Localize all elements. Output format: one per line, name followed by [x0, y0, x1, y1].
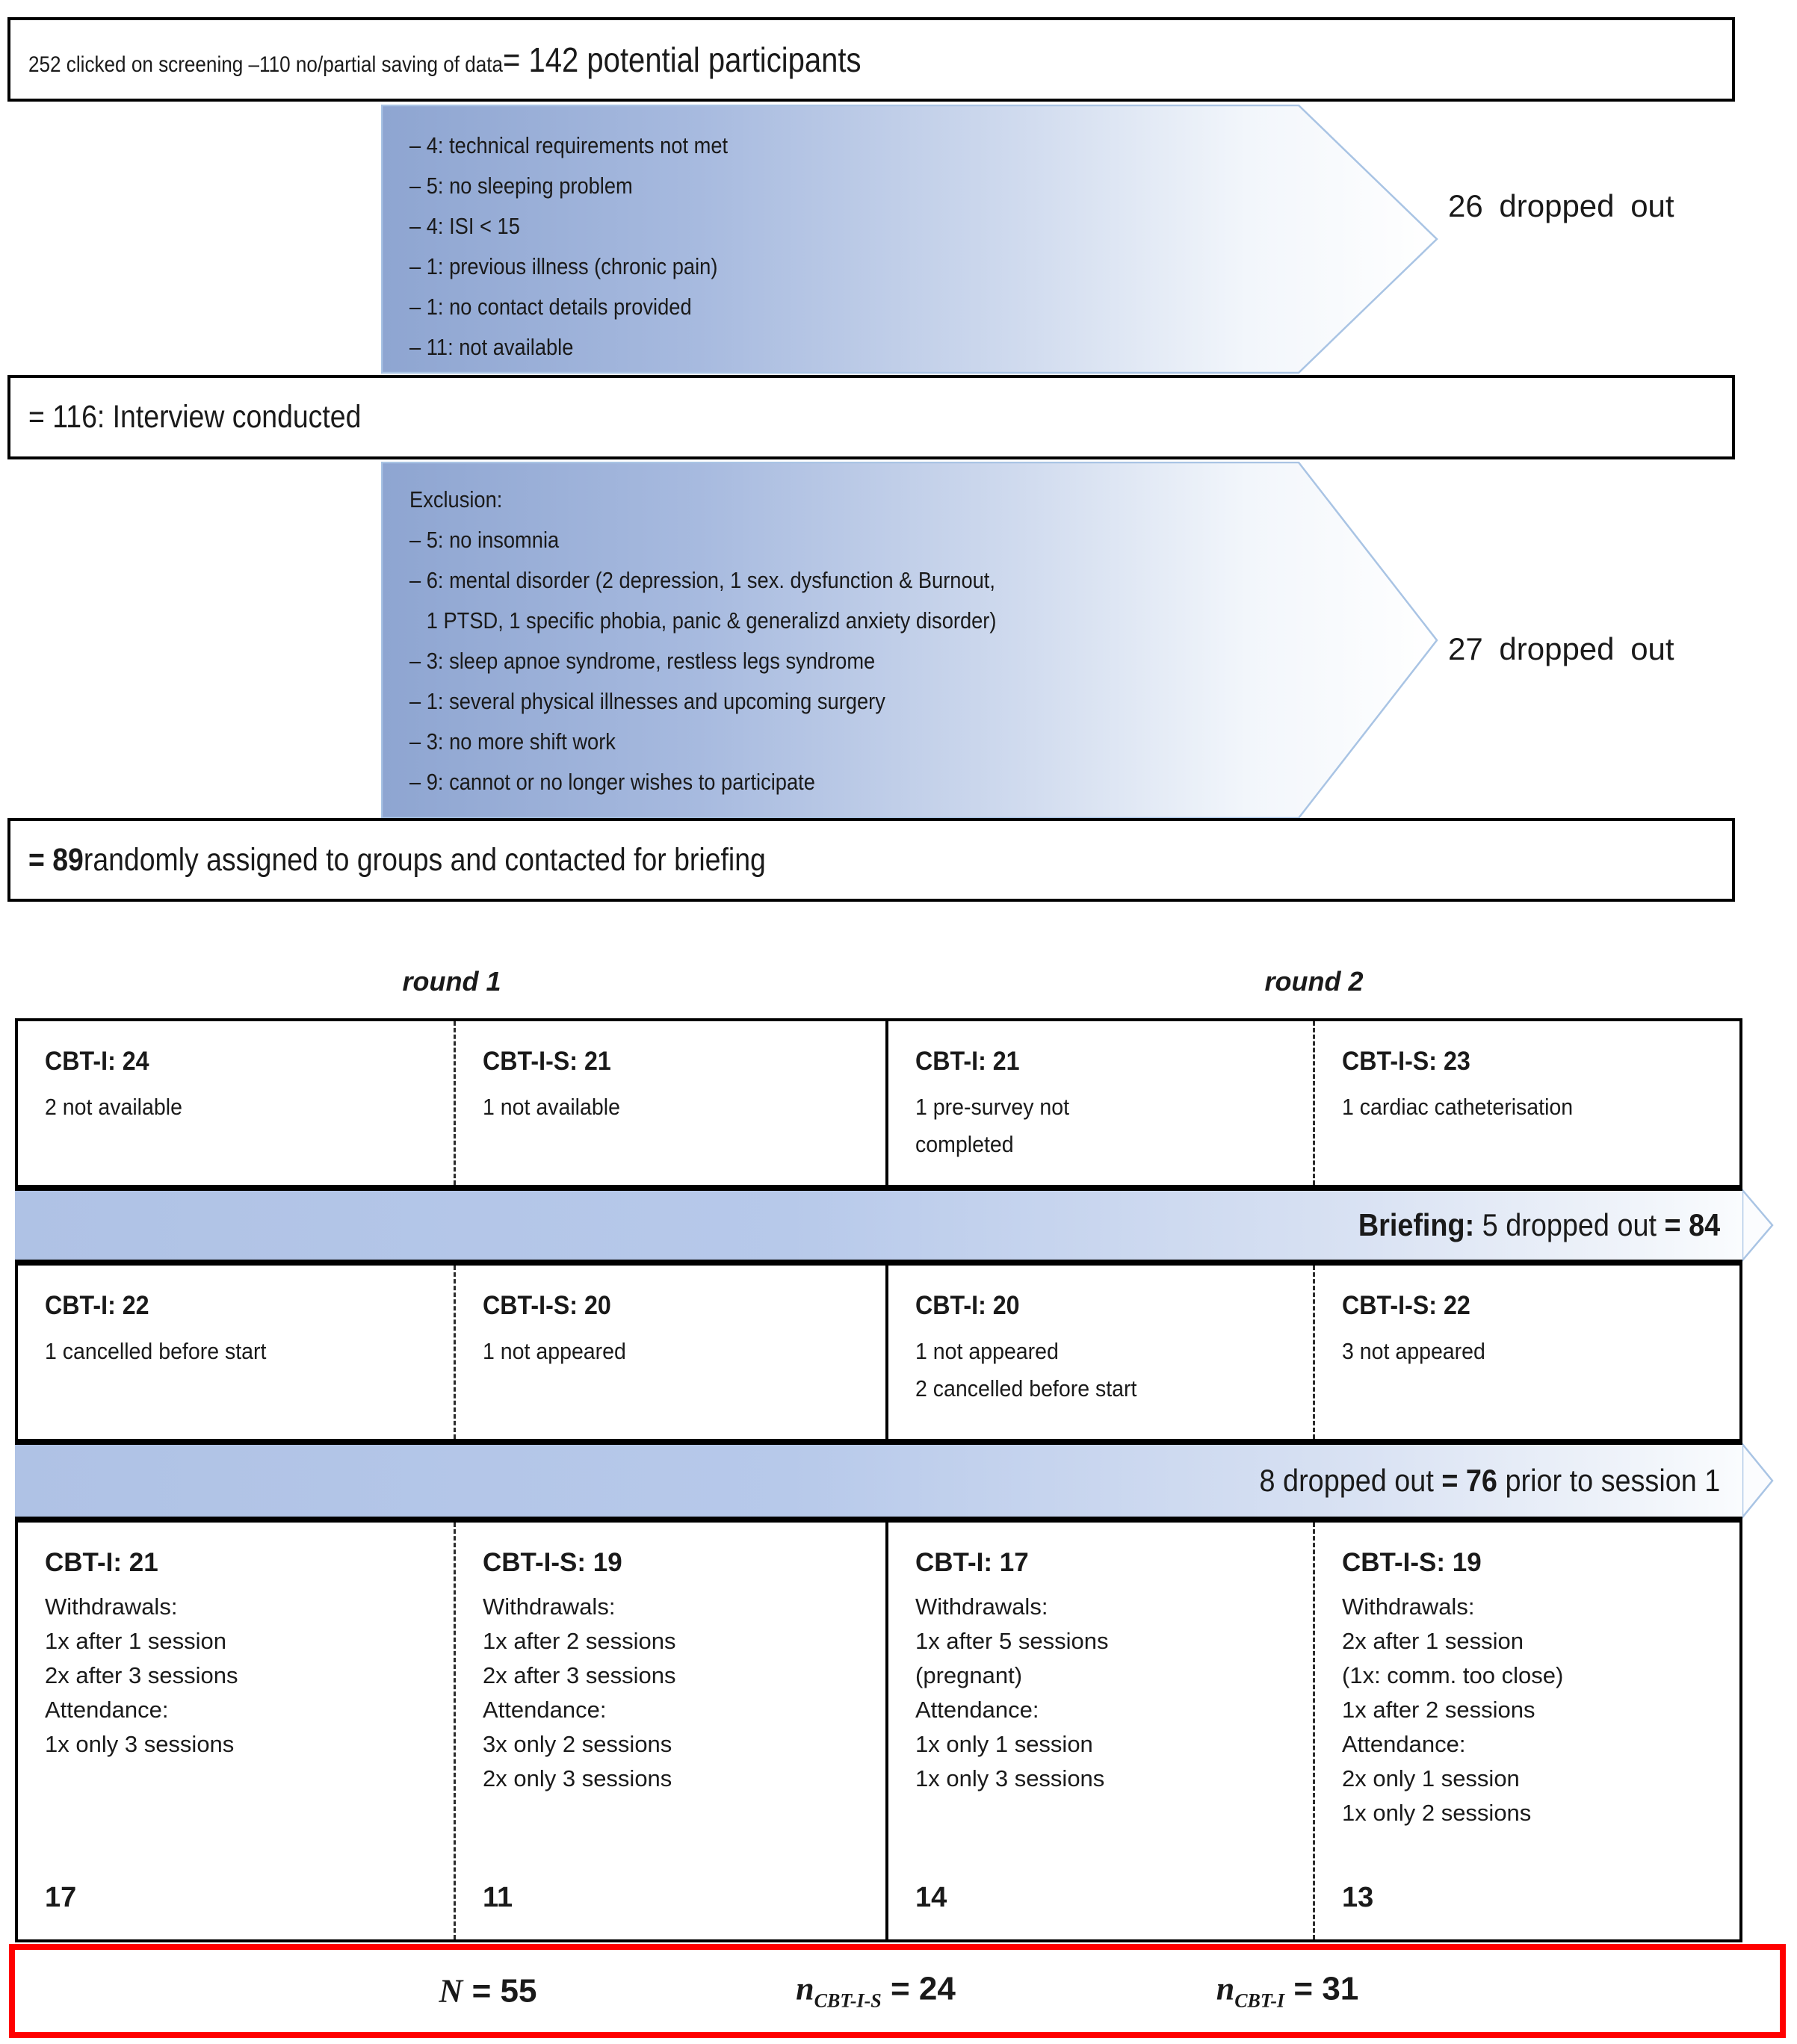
cell-r1-cbt-i-round2 — [885, 1021, 1313, 1185]
cell-notes — [915, 1088, 1305, 1163]
group-size-heading: CBT-I: 22 — [45, 1291, 149, 1320]
cell-notes — [1342, 1088, 1732, 1126]
text-line: 1x after 5 sessions — [915, 1628, 1109, 1654]
text-line: 1x after 2 sessions — [483, 1628, 676, 1654]
text-line: – 3: sleep apnoe syndrome, restless legs syndrome — [409, 648, 876, 674]
withdrawal-attendance-list — [45, 1590, 446, 1762]
text-line: 1 cardiac catheterisation — [1342, 1094, 1574, 1120]
group-size-heading: CBT-I: 17 — [915, 1548, 1029, 1577]
briefing-label: Briefing: — [1358, 1207, 1475, 1242]
cell-notes — [45, 1333, 446, 1370]
n-cbt-i-symbol: $n_{CBT-I}$ — [1216, 1970, 1285, 2012]
withdrawal-attendance-list — [483, 1590, 878, 1796]
completers-count: 13 — [1342, 1882, 1374, 1913]
text-line: Withdrawals: — [915, 1594, 1048, 1620]
cbt-i-s-n-summary — [719, 1970, 1033, 2013]
completers-count: 17 — [45, 1882, 77, 1913]
cell-r1-cbt-i-s-round2 — [1313, 1021, 1739, 1185]
text-line: 1x only 3 sessions — [45, 1731, 235, 1757]
text-line: – 4: ISI < 15 — [409, 213, 520, 239]
text-line: – 1: no contact details provided — [409, 294, 692, 320]
cell-notes — [1342, 1333, 1732, 1370]
text-line: – 5: no sleeping problem — [409, 173, 633, 199]
randomized-box — [7, 818, 1735, 902]
cell-r3-cbt-i-s-round2 — [1313, 1523, 1739, 1939]
session1-dropout-band — [15, 1442, 1742, 1520]
table-row-briefing-allocation — [15, 1018, 1742, 1188]
briefing-dropout-text: 5 dropped out — [1474, 1207, 1665, 1242]
dropout-1-count-label: 26 dropped out — [1448, 188, 1674, 223]
n-total-value: = 55 — [471, 1972, 537, 2010]
text-line: 1 not appeared — [483, 1338, 626, 1364]
session1-remaining-count: = 76 — [1441, 1463, 1497, 1498]
text-line: 1 PTSD, 1 specific phobia, panic & generalizd anxiety disorder) — [409, 607, 997, 634]
n-cbt-i-s-symbol: $n_{CBT-I-S}$ — [796, 1970, 882, 2012]
text-line: 3 not appeared — [1342, 1338, 1485, 1364]
n-cbt-i-value: = 31 — [1293, 1970, 1359, 2007]
group-size-heading: CBT-I-S: 21 — [483, 1047, 611, 1076]
group-size-heading: CBT-I-S: 22 — [1342, 1291, 1470, 1320]
cell-notes — [45, 1088, 446, 1126]
text-line: – 6: mental disorder (2 depression, 1 sex. dysfunction & Burnout, — [409, 567, 995, 593]
text-line: Attendance: — [483, 1697, 607, 1723]
text-line: – 5: no insomnia — [409, 527, 560, 553]
withdrawal-attendance-list — [1342, 1590, 1732, 1830]
cell-r3-cbt-i-round1 — [18, 1523, 454, 1939]
randomized-count-text: = 89 — [28, 841, 84, 878]
text-line: – 11: not available — [409, 334, 574, 360]
cbt-i-n-summary — [1131, 1970, 1444, 2013]
group-size-heading: CBT-I-S: 23 — [1342, 1047, 1470, 1076]
text-line: 2x only 1 session — [1342, 1765, 1520, 1791]
dropout-2-count-label: 27 dropped out — [1448, 631, 1674, 666]
text-line: Attendance: — [915, 1697, 1039, 1723]
round-1-label: round 1 — [402, 966, 501, 997]
completers-count: 14 — [915, 1882, 947, 1913]
dropout-1-reason-list — [409, 126, 728, 368]
text-line: 1x only 3 sessions — [915, 1765, 1105, 1791]
text-line: Attendance: — [1342, 1731, 1466, 1757]
text-line: Withdrawals: — [45, 1594, 178, 1620]
screening-equation-text: 252 clicked on screening –110 no/partial saving of data — [28, 52, 504, 77]
n-cbt-i-subscript: CBT-I — [1234, 1989, 1285, 2012]
cell-r1-cbt-i-s-round1 — [454, 1021, 885, 1185]
group-size-heading: CBT-I-S: 20 — [483, 1291, 611, 1320]
text-line: – 9: cannot or no longer wishes to participate — [409, 769, 815, 795]
withdrawal-attendance-list — [915, 1590, 1305, 1796]
group-size-heading: CBT-I-S: 19 — [1342, 1548, 1482, 1577]
screening-result-box — [7, 17, 1735, 102]
text-line: 1x only 1 session — [915, 1731, 1093, 1757]
briefing-dropout-band — [15, 1188, 1742, 1263]
completers-count: 11 — [483, 1882, 513, 1913]
round-2-label: round 2 — [1264, 966, 1364, 997]
text-line: Withdrawals: — [1342, 1594, 1475, 1620]
text-line: 1x after 1 session — [45, 1628, 226, 1654]
text-line: Withdrawals: — [483, 1594, 616, 1620]
n-total-symbol: N — [439, 1972, 463, 2010]
exclusion-reason-list — [409, 480, 996, 802]
cell-r2-cbt-i-round2 — [885, 1266, 1313, 1439]
text-line: 1x after 2 sessions — [1342, 1697, 1535, 1723]
interview-conducted-box — [7, 375, 1735, 459]
briefing-remaining-count: = 84 — [1664, 1207, 1720, 1242]
text-line: 2 not available — [45, 1094, 182, 1120]
text-line: 1 not available — [483, 1094, 620, 1120]
group-size-heading: CBT-I: 24 — [45, 1047, 149, 1076]
text-line: – 1: previous illness (chronic pain) — [409, 253, 718, 279]
text-line: – 1: several physical illnesses and upcoming surgery — [409, 688, 885, 714]
group-size-heading: CBT-I: 21 — [915, 1047, 1020, 1076]
text-line: – 3: no more shift work — [409, 728, 616, 755]
text-line: (pregnant) — [915, 1662, 1023, 1688]
cell-r3-cbt-i-s-round1 — [454, 1523, 885, 1939]
group-size-heading: CBT-I-S: 19 — [483, 1548, 622, 1577]
randomized-description-text: randomly assigned to groups and contacted for briefing — [83, 841, 766, 878]
text-line: – 4: technical requirements not met — [409, 132, 729, 158]
text-line: Exclusion: — [409, 486, 503, 512]
cell-notes — [483, 1088, 878, 1126]
session1-band-suffix: prior to session 1 — [1497, 1463, 1720, 1498]
text-line: 2x after 1 session — [1342, 1628, 1524, 1654]
cell-notes — [483, 1333, 878, 1370]
cell-r3-cbt-i-round2 — [885, 1523, 1313, 1939]
cell-notes — [915, 1333, 1305, 1407]
text-line: 1 cancelled before start — [45, 1338, 267, 1364]
cell-r1-cbt-i-round1 — [18, 1021, 454, 1185]
text-line: completed — [915, 1131, 1014, 1157]
text-line: 2x after 3 sessions — [45, 1662, 238, 1688]
text-line: 1 not appeared — [915, 1338, 1059, 1364]
session1-band-arrow-tip — [1742, 1442, 1777, 1520]
text-line: Attendance: — [45, 1697, 169, 1723]
n-cbt-i-s-subscript: CBT-I-S — [814, 1989, 882, 2012]
text-line: 1x only 2 sessions — [1342, 1800, 1532, 1826]
text-line: 2 cancelled before start — [915, 1375, 1137, 1402]
n-cbt-i-s-value: = 24 — [890, 1970, 956, 2007]
cell-r2-cbt-i-s-round1 — [454, 1266, 885, 1439]
text-line: (1x: comm. too close) — [1342, 1662, 1564, 1688]
table-row-pre-session — [15, 1263, 1742, 1442]
potential-participants-text: = 142 potential participants — [503, 40, 862, 79]
text-line: 2x only 3 sessions — [483, 1765, 672, 1791]
session1-dropout-text: 8 dropped out — [1259, 1463, 1442, 1498]
briefing-band-arrow-tip — [1742, 1188, 1777, 1263]
total-n-summary — [331, 1972, 645, 2010]
table-row-completion — [15, 1520, 1742, 1942]
group-size-heading: CBT-I: 21 — [45, 1548, 158, 1577]
group-size-heading: CBT-I: 20 — [915, 1291, 1020, 1320]
text-line: 1 pre-survey not — [915, 1094, 1070, 1120]
cell-r2-cbt-i-round1 — [18, 1266, 454, 1439]
interview-conducted-text: = 116: Interview conducted — [28, 399, 362, 435]
final-sample-summary-box — [9, 1944, 1786, 2038]
text-line: 3x only 2 sessions — [483, 1731, 672, 1757]
text-line: 2x after 3 sessions — [483, 1662, 676, 1688]
cell-r2-cbt-i-s-round2 — [1313, 1266, 1739, 1439]
